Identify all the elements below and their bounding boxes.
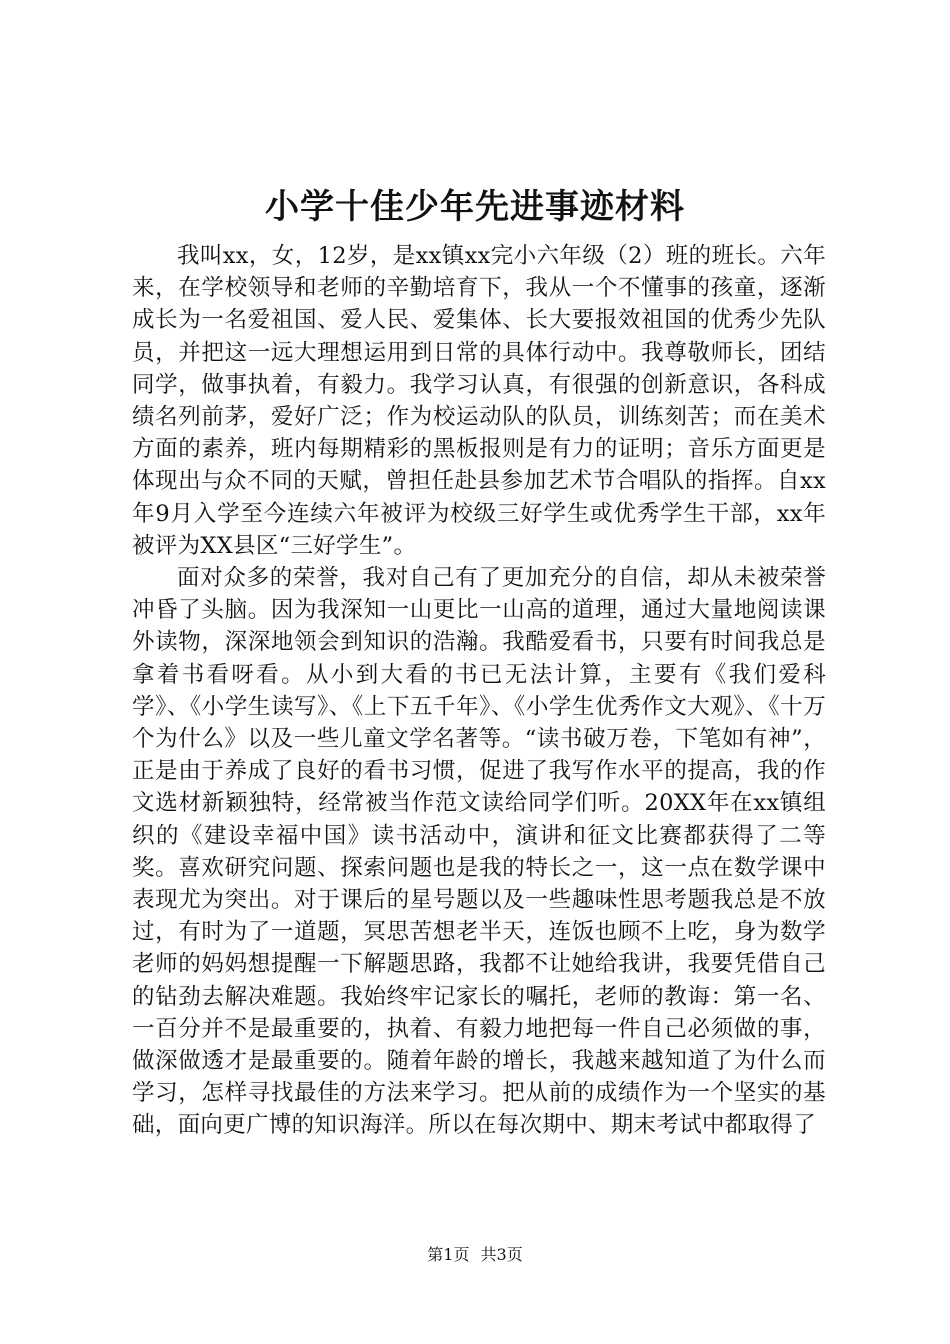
document-body [132, 240, 826, 1142]
body-paragraph-1: 我叫xx，女，12岁，是xx镇xx完小六年级（2）班的班长。六年来，在学校领导和老师的辛勤培育下，我从一个不懂事的孩童，逐渐成长为一名爱祖国、爱人民、爱集体、长大要报效祖国的优秀少先队员，并把这一远大理想运用到日常的具体行动中。我尊敬师长，团结同学，做事执着，有毅力。我学习认真，有很强的创新意识，各科成绩名列前茅，爱好广泛；作为校运动队的队员，训练刻苦；而在美术方面的素养，班内每期精彩的黑板报则是有力的证明；音乐方面更是体现出与众不同的天赋，曾担任赴县参加艺术节合唱队的指挥。自xx年9月入学至今连续六年被评为校级三好学生或优秀学生干部，xx年被评为XX县区“三好学生”。 [132, 243, 826, 559]
page-number-footer: 第1页 共3页 [427, 1245, 523, 1264]
document-title: 小学十佳少年先进事迹材料 [265, 187, 685, 227]
body-paragraph-2: 面对众多的荣誉，我对自己有了更加充分的自信，却从未被荣誉冲昏了头脑。因为我深知一山更比一山高的道理，通过大量地阅读课外读物，深深地领会到知识的浩瀚。我酷爱看书，只要有时间我总是拿着书看呀看。从小到大看的书已无法计算，主要有《我们爱科学》、《小学生读写》、《上下五千年》、《小学生优秀作文大观》、《十万个为什么》以及一些儿童文学名著等。“读书破万卷，下笔如有神”，正是由于养成了良好的看书习惯，促进了我写作水平的提高，我的作文选材新颖独特，经常被当作范文读给同学们听。20XX年在xx镇组织的《建设幸福中国》读书活动中，演讲和征文比赛都获得了二等奖。喜欢研究问题、探索问题也是我的特长之一，这一点在数学课中表现尤为突出。对于课后的星号题以及一些趣味性思考题我总是不放过，有时为了一道题，冥思苦想老半天，连饭也顾不上吃，身为数学老师的妈妈想提醒一下解题思路，我都不让她给我讲，我要凭借自己的钻劲去解决难题。我始终牢记家长的嘱托，老师的教诲：第一名、一百分并不是最重要的，执着、有毅力地把每一件自己必须做的事，做深做透才是最重要的。随着年龄的增长，我越来越知道了为什么而学习，怎样寻找最佳的方法来学习。把从前的成绩作为一个坚实的基础，面向更广博的知识海洋。所以在每次期中、期末考试中都取得了 [132, 565, 826, 1139]
